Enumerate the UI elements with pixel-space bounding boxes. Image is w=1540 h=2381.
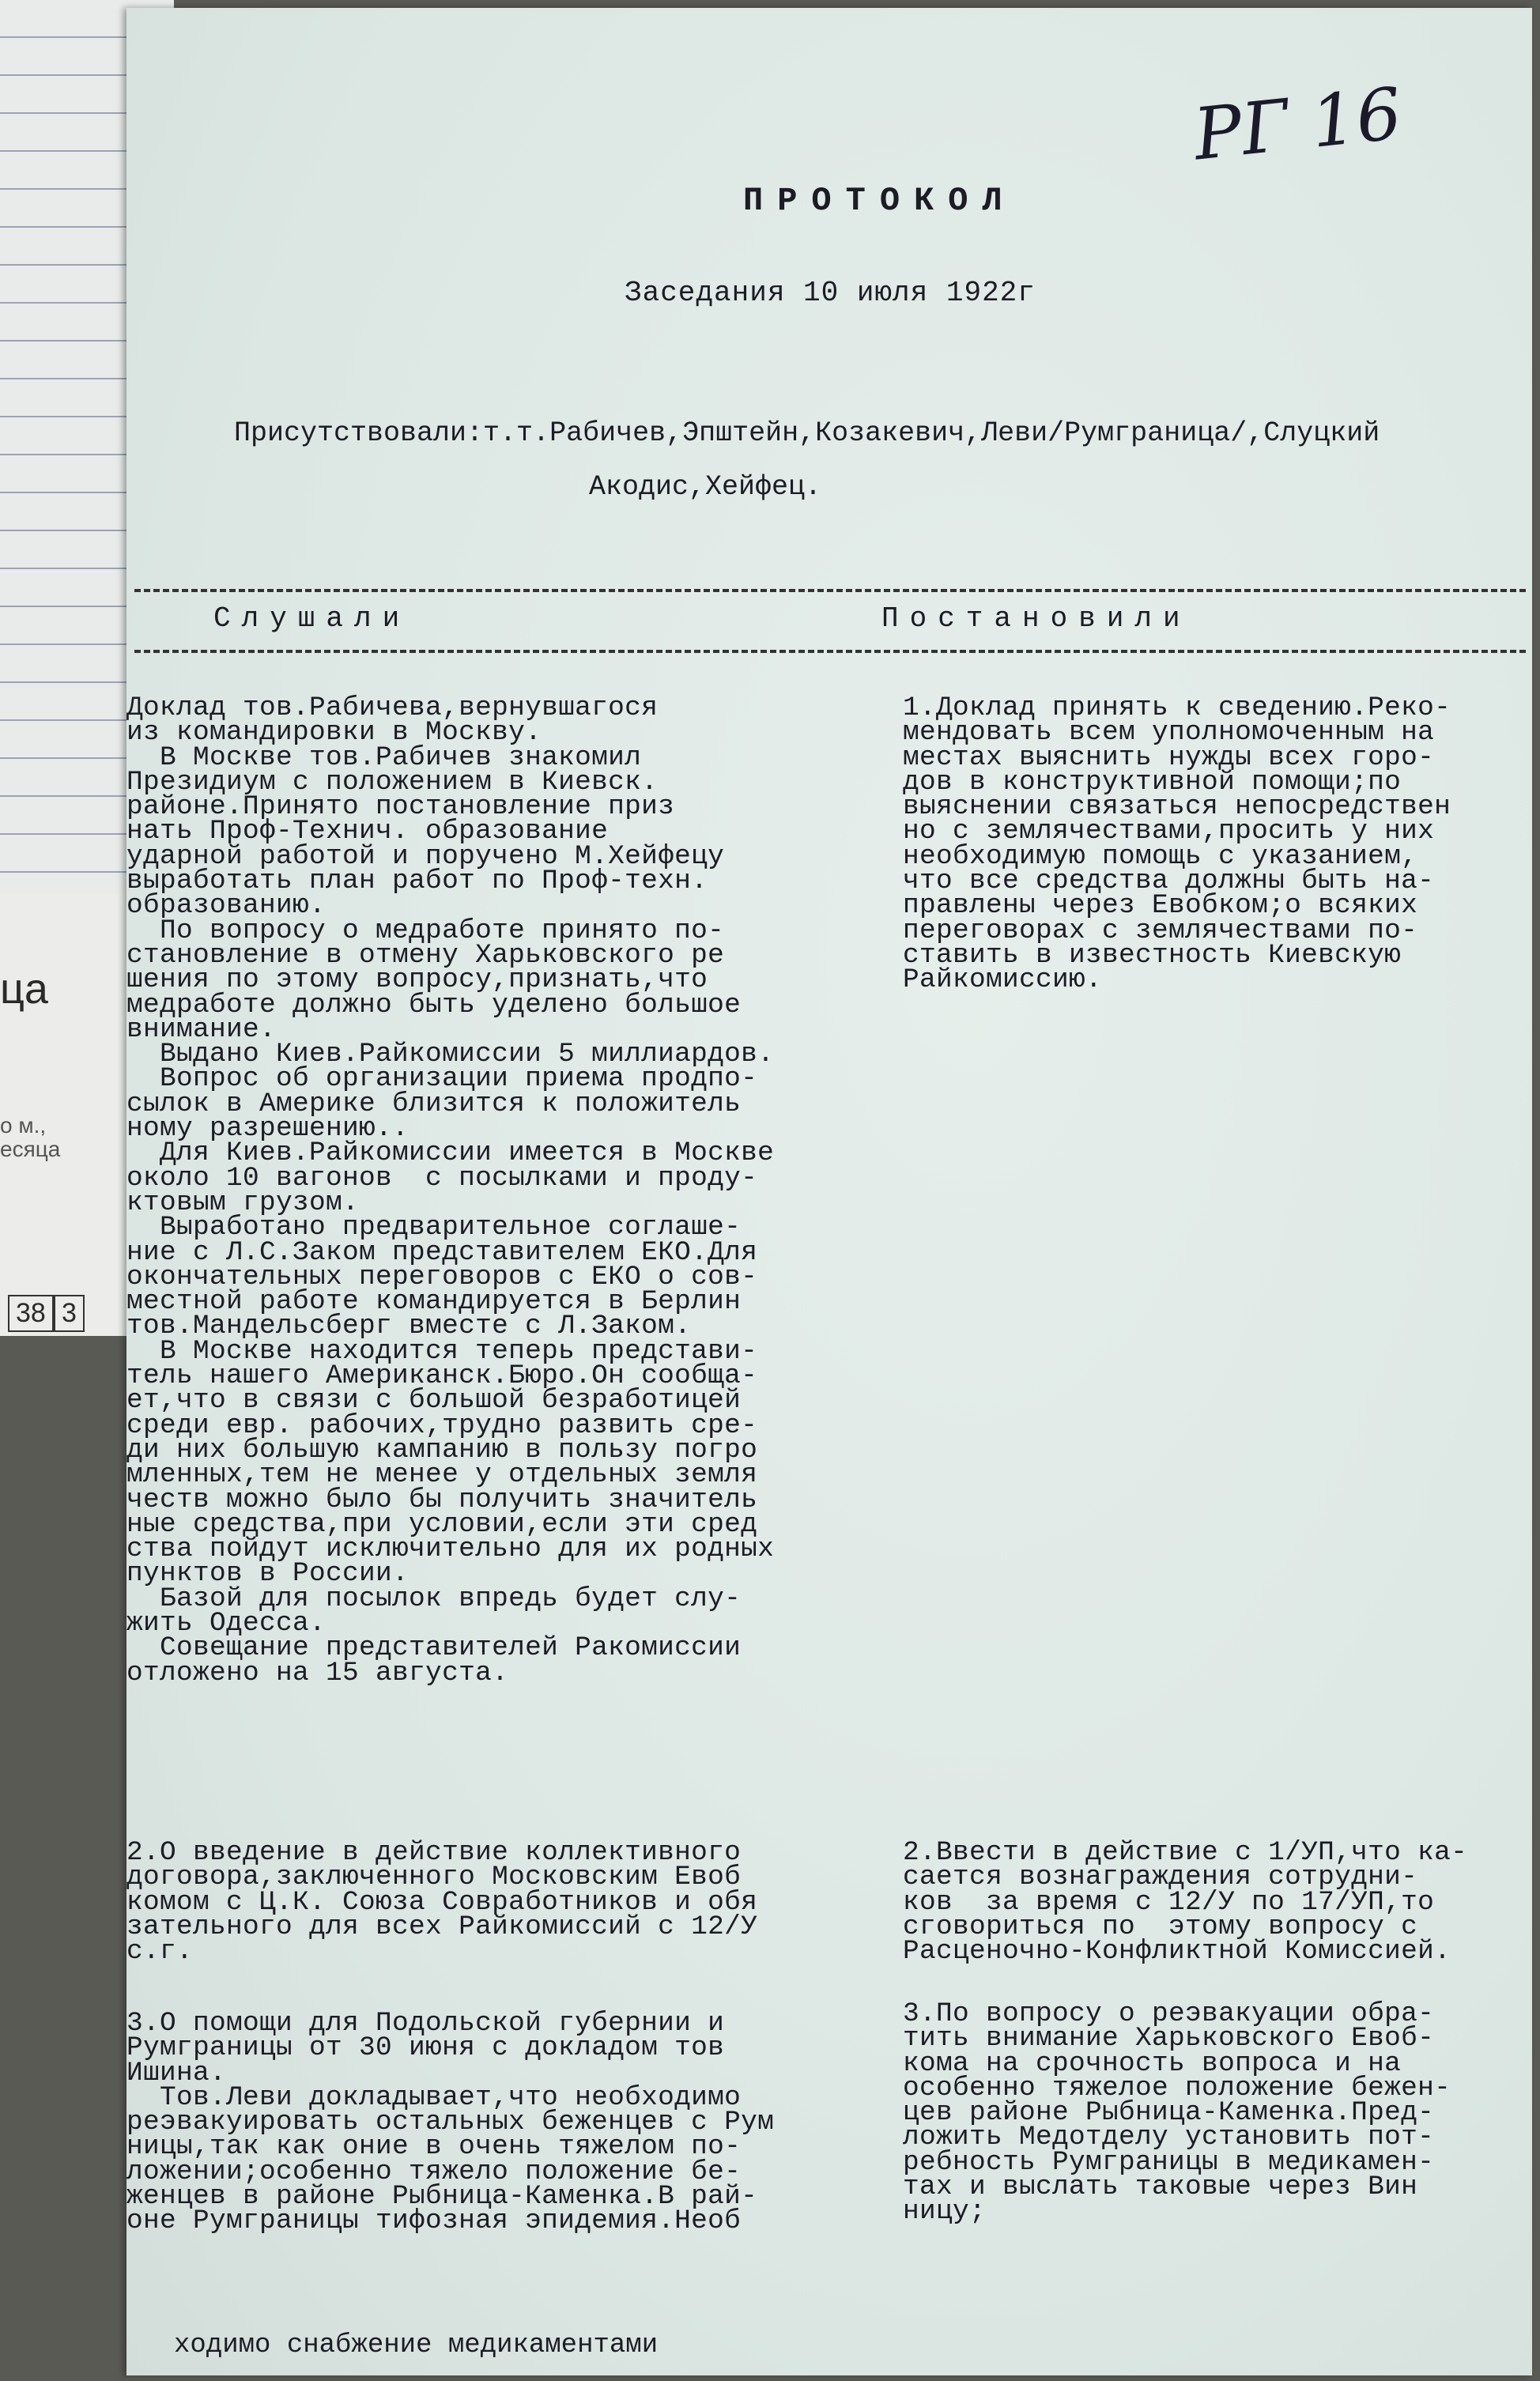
text-line: пунктов в России. bbox=[126, 1558, 410, 1590]
resolved-column-item-3 bbox=[903, 1998, 1535, 2228]
text-line: из командировки в Москву. bbox=[126, 717, 542, 749]
text-line: тах и выслать таковые через Вин bbox=[903, 2172, 1418, 2203]
text-line: Базой для посылок впредь будет слу- bbox=[126, 1583, 742, 1614]
text-line: тель нашего Американск.Бюро.Он сообща- bbox=[126, 1360, 758, 1392]
text-line: ставить в известность Киевскую bbox=[903, 939, 1402, 971]
text-line: становление в отмену Харьковского ре bbox=[126, 939, 725, 971]
text-line: Вопрос об организации приема продпо- bbox=[126, 1063, 758, 1095]
text-line: жить Одесса. bbox=[126, 1607, 326, 1639]
text-line: кома на срочность вопроса и на bbox=[903, 2047, 1402, 2079]
heard-column-item-3 bbox=[126, 2008, 870, 2237]
text-line: ному разрешению.. bbox=[126, 1113, 410, 1145]
text-line: Расценочно-Конфликтной Комиссией. bbox=[903, 1936, 1451, 1968]
text-line: Райкомиссию. bbox=[903, 964, 1103, 996]
text-line: мендовать всем уполномоченным на bbox=[903, 717, 1435, 749]
text-line: что все средства должны быть на- bbox=[903, 866, 1435, 897]
text-line: ет,что в связи с большой безработицей bbox=[126, 1385, 742, 1417]
text-line: 1.Доклад принять к сведению.Реко- bbox=[903, 692, 1451, 723]
text-line: сговориться по этому вопросу с bbox=[903, 1911, 1418, 1942]
text-line: местной работе командируется в Берлин bbox=[126, 1286, 742, 1318]
dashed-divider bbox=[134, 589, 1526, 592]
text-line: реэвакуировать остальных беженцев с Рум bbox=[126, 2107, 775, 2138]
text-line: окончательных переговоров с ЕКО о сов- bbox=[126, 1261, 758, 1292]
text-line: тов.Мандельсберг вместе с Л.Заком. bbox=[126, 1311, 692, 1342]
text-line: 3.О помощи для Подольской губернии и bbox=[126, 2008, 725, 2039]
underlying-number: 3 bbox=[54, 1295, 85, 1332]
text-line: В Москве тов.Рабичев знакомил bbox=[126, 741, 642, 773]
column-header-heard: Слушали bbox=[213, 602, 411, 635]
text-line: необходимую помощь с указанием, bbox=[903, 840, 1418, 872]
text-line: мленных,тем не менее у отдельных земля bbox=[126, 1459, 758, 1491]
text-line: выяснении связаться непосредствен bbox=[903, 791, 1451, 823]
text-line: нать Проф-Технич. образование bbox=[126, 816, 609, 847]
text-line: женцев в районе Рыбница-Каменка.В рай- bbox=[126, 2181, 758, 2213]
text-line: Президиум с положением в Киевск. bbox=[126, 766, 659, 798]
text-line: Румграницы от 30 июня с докладом тов bbox=[126, 2032, 725, 2064]
archive-stamp: РГ 16 bbox=[1190, 72, 1406, 177]
text-line: около 10 вагонов с посылками и проду- bbox=[126, 1162, 758, 1194]
text-line: сается вознаграждения сотрудни- bbox=[903, 1862, 1418, 1893]
text-line: Выдано Киев.Райкомиссии 5 миллиардов. bbox=[126, 1039, 775, 1070]
text-line: шения по этому вопросу,признать,что bbox=[126, 964, 708, 996]
text-line: особенно тяжелое положение бежен- bbox=[903, 2072, 1451, 2104]
protocol-sheet bbox=[126, 8, 1532, 2375]
text-line: ди них большую кампанию в пользу погро bbox=[126, 1434, 758, 1466]
meeting-date: Заседания 10 июля 1922г bbox=[625, 277, 1036, 309]
underlying-number: 38 bbox=[8, 1295, 54, 1332]
underlying-text: есяца bbox=[0, 1137, 61, 1161]
text-line: 3.По вопросу о реэвакуации обра- bbox=[903, 1998, 1435, 2029]
text-line: медработе должно быть уделено большое bbox=[126, 989, 742, 1021]
text-line: цев районе Рыбница-Каменка.Пред- bbox=[903, 2097, 1435, 2129]
text-line: среди евр. рабочих,трудно развить сре- bbox=[126, 1409, 758, 1441]
text-line: оне Румграницы тифозная эпидемия.Необ bbox=[126, 2206, 742, 2237]
text-line: Доклад тов.Рабичева,вернувшагося bbox=[126, 692, 659, 723]
text-line: ложении;особенно тяжело положение бе- bbox=[126, 2156, 742, 2187]
text-line: ребность Румграницы в медикамен- bbox=[903, 2146, 1435, 2178]
text-line: дов в конструктивной помощи;по bbox=[903, 766, 1402, 798]
text-line: выработать план работ по Проф-техн. bbox=[126, 866, 708, 897]
resolved-column-item-1 bbox=[903, 692, 1535, 996]
text-line: ние с Л.С.Заком представителем ЕКО.Для bbox=[126, 1236, 758, 1268]
text-line: Выработано предварительное соглаше- bbox=[126, 1212, 742, 1243]
text-line: районе.Принято постановление приз bbox=[126, 791, 675, 823]
text-line: В Москве находится теперь представи- bbox=[126, 1335, 758, 1367]
text-line: Для Киев.Райкомиссии имеется в Москве bbox=[126, 1138, 775, 1169]
text-line: Ишина. bbox=[126, 2057, 227, 2089]
underlying-text: ца bbox=[0, 965, 48, 1013]
text-line: Тов.Леви докладывает,что необходимо bbox=[126, 2081, 742, 2113]
heard-column-item-2 bbox=[126, 1837, 870, 1968]
text-line: ницу; bbox=[903, 2196, 987, 2228]
text-line: внимание. bbox=[126, 1013, 277, 1045]
text-line: ков за время с 12/У по 17/УП,то bbox=[903, 1886, 1435, 1918]
text-line: комом с Ц.К. Союза Совработников и обя bbox=[126, 1886, 758, 1918]
text-line: договора,заключенного Московским Евоб bbox=[126, 1862, 742, 1893]
text-line: 2.Ввести в действие с 1/УП,что ка- bbox=[903, 1837, 1468, 1868]
continuation-line: ходимо снабжение медикаментами bbox=[174, 2330, 659, 2360]
text-line: с.г. bbox=[126, 1936, 194, 1968]
attendees-line-2: Акодис,Хейфец. bbox=[589, 471, 822, 503]
text-line: честв можно было бы получить значитель bbox=[126, 1484, 758, 1515]
text-line: ницы,так как оние в очень тяжелом по- bbox=[126, 2131, 742, 2163]
text-line: ства пойдут исключительно для их родных bbox=[126, 1534, 775, 1565]
text-line: образованию. bbox=[126, 890, 326, 922]
text-line: тить внимание Харьковского Евоб- bbox=[903, 2023, 1435, 2055]
text-line: правлены через Евобком;о всяких bbox=[903, 890, 1418, 922]
text-line: переговорах с землячествами по- bbox=[903, 915, 1418, 946]
text-line: зательного для всех Райкомиссий с 12/У bbox=[126, 1911, 758, 1942]
heard-column-item-1 bbox=[126, 692, 870, 1689]
text-line: ударной работой и поручено М.Хейфецу bbox=[126, 840, 725, 872]
text-line: 2.О введение в действие коллективного bbox=[126, 1837, 742, 1868]
text-line: ложить Медотделу установить пот- bbox=[903, 2122, 1435, 2153]
text-line: сылок в Америке близится к положитель bbox=[126, 1088, 742, 1119]
text-line: Совещание представителей Ракомиссии bbox=[126, 1632, 742, 1664]
dashed-divider bbox=[134, 650, 1526, 653]
text-line: По вопросу о медработе принято по- bbox=[126, 915, 725, 946]
text-line: ктовым грузом. bbox=[126, 1187, 360, 1218]
text-line: ные средства,при условии,если эти сред bbox=[126, 1508, 758, 1540]
attendees-line-1: Присутствовали:т.т.Рабичев,Эпштейн,Козакевич,Леви/Румграница/,Слуцкий bbox=[234, 417, 1380, 449]
text-line: но с землячествами,просить у них bbox=[903, 816, 1435, 847]
column-header-resolved: Постановили bbox=[881, 602, 1191, 635]
underlying-text: о м., bbox=[0, 1113, 47, 1138]
resolved-column-item-2 bbox=[903, 1837, 1535, 1968]
text-line: отложено на 15 августа. bbox=[126, 1657, 509, 1689]
document-title: ПРОТОКОЛ bbox=[743, 182, 1017, 220]
text-line: местах выяснить нужды всех горо- bbox=[903, 741, 1435, 773]
